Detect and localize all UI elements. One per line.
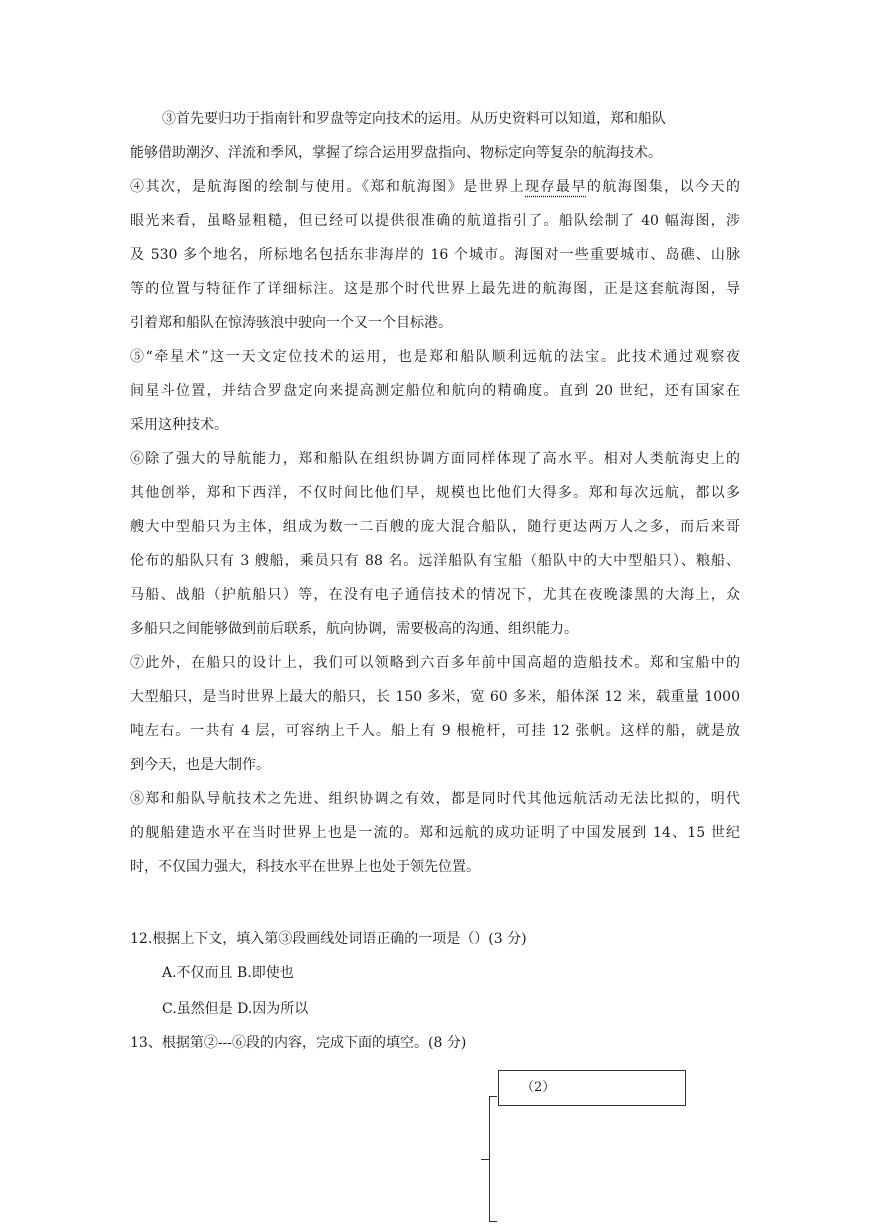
paragraph-5-line-2: 间星斗位置，并结合罗盘定向来提高测定船位和航向的精确度。直到 20 世纪，还有国家在 xyxy=(130,383,740,399)
answer-box-2[interactable]: （2） xyxy=(498,1070,686,1106)
paragraph-8-line-1: ⑧郑和船队导航技术之先进、组织协调之有效，都是同时代其他远航活动无法比拟的，明代 xyxy=(130,791,740,807)
paragraph-4-line-2: 眼光来看，虽略显粗糙，但已经可以提供很准确的航道指引了。船队绘制了 40 幅海图，涉 xyxy=(130,213,740,229)
paragraph-5-line-3: 采用这种技术。 xyxy=(130,417,228,433)
paragraph-7 xyxy=(130,646,740,782)
paragraph-7-line-4: 到今天，也是大制作。 xyxy=(130,757,270,773)
paragraph-4-line-5: 引着郑和船队在惊涛骇浪中驶向一个又一个目标港。 xyxy=(130,315,452,331)
diagram-bracket xyxy=(489,1096,490,1222)
paragraph-5 xyxy=(130,340,740,442)
paragraph-4-line-4: 等的位置与特征作了详细标注。这是那个时代世界上最先进的航海图，正是这套航海图，导 xyxy=(130,281,740,297)
paragraph-7-line-1: ⑦此外，在船只的设计上，我们可以领略到六百多年前中国高超的造船技术。郑和宝船中的 xyxy=(130,655,740,671)
diagram-bracket-bottom xyxy=(489,1221,497,1222)
paragraph-3-line-1: ③首先要归功于指南针和罗盘等定向技术的运用。从历史资料可以知道，郑和船队 xyxy=(162,111,666,127)
paragraph-4-line-1-a: ④其次，是航海图的绘制与使用。《郑和航海图》是世界上 xyxy=(130,179,525,195)
paragraph-4 xyxy=(130,170,740,340)
paragraph-3 xyxy=(162,102,740,136)
paragraph-7-line-3: 吨左右。一共有 4 层，可容纳上千人。船上有 9 根桅杆，可挂 12 张帆。这样的船，就是放 xyxy=(130,723,740,739)
paragraph-3-line-2: 能够借助潮汐、洋流和季风，掌握了综合运用罗盘指向、物标定向等复杂的航海技术。 xyxy=(130,145,662,161)
paragraph-4-line-1 xyxy=(130,170,740,204)
paragraph-7-line-2: 大型船只，是当时世界上最大的船只，长 150 多米，宽 60 多米，船体深 12 米，载重量 1000 xyxy=(130,689,740,705)
paragraph-6-line-4: 伦布的船队只有 3 艘船，乘员只有 88 名。远洋船队有宝船（船队中的大中型船只）、粮船、 xyxy=(130,553,740,569)
question-13-stem: 13、根据第②---⑥段的内容，完成下面的填空。(8 分) xyxy=(130,1035,467,1051)
paragraph-5-line-1: ⑤“牵星术”这一天文定位技术的运用，也是郑和船队顺利远航的法宝。此技术通过观察夜 xyxy=(130,349,740,365)
paragraph-8-line-3: 时，不仅国力强大，科技水平在世界上也处于领先位置。 xyxy=(130,859,480,875)
paragraph-8 xyxy=(130,782,740,884)
paragraph-4-line-1-c: 的航海图集，以今天的 xyxy=(586,179,741,195)
paragraph-8-line-2: 的舰船建造水平在当时世界上也是一流的。郑和远航的成功证明了中国发展到 14、15 世纪 xyxy=(130,825,740,841)
dotted-term: 现存最早 xyxy=(525,179,587,195)
question-12-stem: 12.根据上下文，填入第③段画线处词语正确的一项是（）(3 分) xyxy=(130,931,527,947)
paragraph-6-line-6: 多船只之间能够做到前后联系，航向协调，需要极高的沟通、组织能力。 xyxy=(130,621,578,637)
question-12-options-ab: A.不仅而且 B.即使也 xyxy=(162,965,294,981)
diagram-bracket-top xyxy=(489,1096,497,1097)
paragraph-6-line-3: 艘大中型船只为主体，组成为数一二百艘的庞大混合船队，随行更达两万人之多，而后来哥 xyxy=(130,519,740,535)
paragraph-6 xyxy=(130,442,740,646)
diagram-bracket-stem xyxy=(481,1159,489,1160)
paragraph-6-line-5: 马船、战船（护航船只）等，在没有电子通信技术的情况下，尤其在夜晚漆黑的大海上，众 xyxy=(130,587,740,603)
question-12-options-cd: C.虽然但是 D.因为所以 xyxy=(162,1001,309,1017)
paragraph-6-line-1: ⑥除了强大的导航能力，郑和船队在组织协调方面同样体现了高水平。相对人类航海史上的 xyxy=(130,451,740,467)
paragraph-3-cont xyxy=(130,136,740,170)
paragraph-6-line-2: 其他创举，郑和下西洋，不仅时间比他们早，规模也比他们大得多。郑和每次远航，都以多 xyxy=(130,485,740,501)
paragraph-4-line-3: 及 530 多个地名，所标地名包括东非海岸的 16 个城市。海图对一些重要城市、岛礁、山脉 xyxy=(130,247,740,263)
